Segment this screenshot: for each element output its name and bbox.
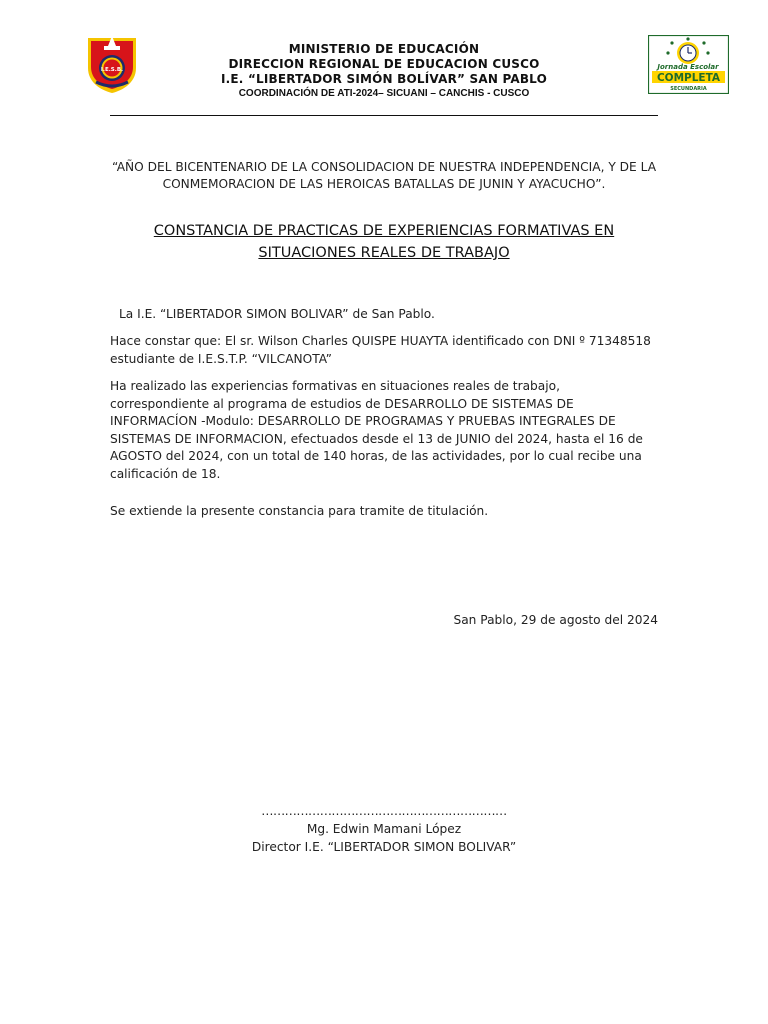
header-divider — [110, 115, 658, 116]
document-title-line-1: CONSTANCIA DE PRACTICAS DE EXPERIENCIAS FORMATIVAS EN — [153, 223, 615, 239]
header-ministry: MINISTERIO DE EDUCACIÓN — [288, 42, 480, 56]
paragraph-student: Hace constar que: El sr. Wilson Charles QUISPE HUAYTA identificado con DNI º 71348518 estudiante de I.E.S.T.P. “VILCANOTA” — [110, 334, 651, 366]
document-date: San Pablo, 29 de agosto del 2024 — [453, 613, 658, 627]
badge-main-text: COMPLETA — [656, 72, 721, 84]
paragraph-purpose: Se extiende la presente constancia para tramite de titulación. — [110, 504, 489, 518]
year-motto: “AÑO DEL BICENTENARIO DE LA CONSOLIDACION DE NUESTRA INDEPENDENCIA, Y DE LA CONMEMORACION DE LAS HEROICAS BATALLAS DE JUNIN Y AYACUCHO”. — [111, 160, 657, 191]
shield-logo-text: I.E.S.B. — [100, 67, 124, 73]
signature-line: ……………………………………………………… — [261, 804, 507, 818]
document-title — [110, 220, 658, 264]
badge-top-text: Jornada Escolar — [657, 63, 719, 71]
paragraph-details: Ha realizado las experiencias formativas en situaciones reales de trabajo, correspondiente al programa de estudios de DESARROLLO DE SISTEMAS DE INFORMACÍON -Modulo: DESARROLLO DE PROGRAMAS Y PRUEBAS INTEGRALES DE SISTEMAS DE INFORMACION, efectuados desde el 13 de JUNIO del 2024, hasta el 16 de AGOSTO del 2024, con un total de 140 horas, de las actividades, por lo cual recibe una calificación de 18. — [110, 379, 643, 481]
document-title-line-2: SITUACIONES REALES DE TRABAJO — [258, 245, 510, 261]
paragraph-institution: La I.E. “LIBERTADOR SIMON BOLIVAR” de San Pablo. — [119, 307, 435, 321]
signatory-role: Director I.E. “LIBERTADOR SIMON BOLIVAR” — [251, 840, 517, 854]
header-school-name: I.E. “LIBERTADOR SIMÓN BOLÍVAR” SAN PABLO — [220, 72, 547, 86]
signatory-name: Mg. Edwin Mamani López — [306, 822, 462, 836]
badge-bottom-text: SECUNDARIA — [670, 86, 707, 92]
header-coordination: COORDINACIÓN DE ATI-2024– SICUANI – CANCHIS - CUSCO — [238, 88, 530, 99]
header-regional-direction: DIRECCION REGIONAL DE EDUCACION CUSCO — [228, 57, 540, 71]
